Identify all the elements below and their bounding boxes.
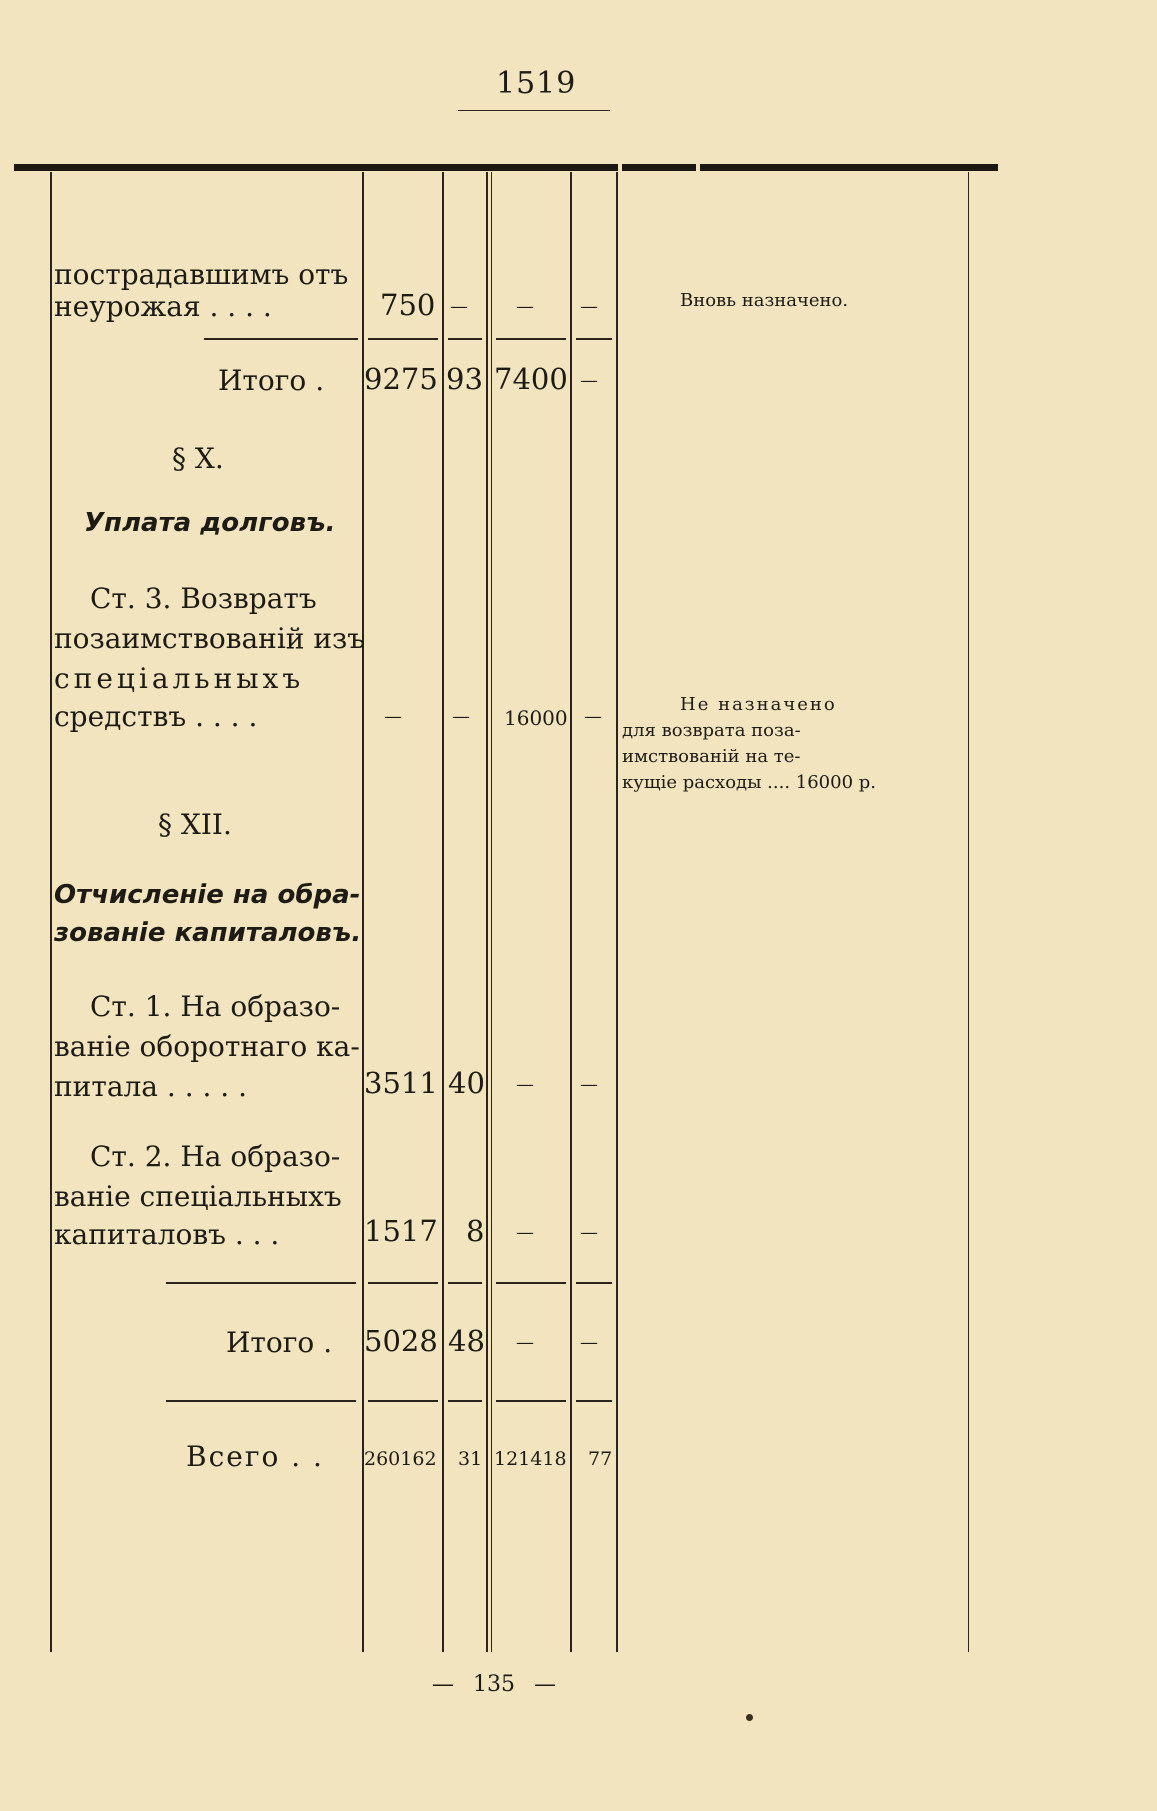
row6-c1: 5028	[364, 1324, 438, 1358]
top-rule-right-b	[700, 164, 998, 171]
row4-c2: 40	[448, 1066, 485, 1100]
row7-c3: 121418	[494, 1448, 567, 1470]
row5-c1: 1517	[364, 1214, 438, 1248]
row4-c1: 3511	[364, 1066, 438, 1100]
rule-itogo-2c	[448, 1282, 482, 1284]
rule-itogo-2e	[576, 1282, 612, 1284]
col-line-3	[486, 172, 488, 1652]
ink-dot	[746, 1714, 753, 1721]
row5-c2: 8	[466, 1214, 485, 1248]
row3-note-line4: кущіе расходы .... 16000 р.	[622, 772, 876, 793]
rule-vsego-e	[576, 1400, 612, 1402]
row7-c1: 260162	[364, 1448, 437, 1470]
top-rule	[14, 164, 618, 171]
row2-c3: 7400	[494, 362, 568, 396]
top-rule-right-a	[622, 164, 696, 171]
row4-line2: ваніе оборотнаго ка-	[54, 1030, 360, 1063]
page-footer: — 135 —	[432, 1672, 556, 1697]
section-x-para: § X.	[172, 442, 224, 475]
row6-c3: —	[516, 1332, 534, 1353]
row3-note-line2: для возврата поза-	[622, 720, 801, 741]
row3-note-line1: Не назначено	[680, 694, 837, 715]
row4-line3: питала . . . . .	[54, 1070, 247, 1103]
row3-line4: средствъ . . . .	[54, 700, 258, 733]
col-line-4	[570, 172, 572, 1652]
rule-itogo-1d	[496, 338, 566, 340]
row4-c4: —	[580, 1074, 598, 1095]
col-line-5	[616, 172, 618, 1652]
row5-c4: —	[580, 1222, 598, 1243]
row7-c4: 77	[588, 1448, 613, 1470]
row1-label-line2: неурожая . . . .	[54, 290, 272, 323]
rule-itogo-2d	[496, 1282, 566, 1284]
rule-vsego-c	[448, 1400, 482, 1402]
row7-c2: 31	[458, 1448, 483, 1470]
row7-label: Всего . .	[186, 1440, 324, 1473]
row3-c3: 16000	[504, 706, 568, 730]
section-xii-title-line1: Отчисленіе на обра-	[54, 880, 361, 910]
rule-vsego-d	[496, 1400, 566, 1402]
row3-line2: позаимствованій изъ	[54, 622, 366, 655]
row2-label: Итого .	[218, 364, 325, 397]
row3-c4: —	[584, 706, 602, 727]
rule-vsego-b	[368, 1400, 438, 1402]
row4-line1: Ст. 1. На образо-	[90, 990, 341, 1023]
row1-note: Вновь назначено.	[680, 290, 849, 311]
row1-c1: 750	[380, 288, 436, 322]
row5-line3: капиталовъ . . .	[54, 1218, 280, 1251]
page-header: 1519	[496, 66, 577, 101]
row1-c4: —	[580, 296, 598, 317]
row5-c3: —	[516, 1222, 534, 1243]
row6-c2: 48	[448, 1324, 485, 1358]
row2-c4: —	[580, 370, 598, 391]
row3-line3: спеціальныхъ	[54, 662, 305, 695]
right-border	[968, 172, 969, 1652]
row1-c2: —	[450, 296, 468, 317]
row1-c3: —	[516, 296, 534, 317]
row6-label: Итого .	[226, 1326, 333, 1359]
row1-label-line1: пострадавшимъ отъ	[54, 258, 349, 291]
rule-itogo-2	[166, 1282, 356, 1284]
row3-c1: —	[384, 706, 402, 727]
bleed-through	[600, 180, 1100, 1680]
col-line-3b	[491, 172, 492, 1652]
header-rule	[458, 110, 610, 111]
section-x-title: Уплата долговъ.	[84, 508, 336, 538]
col-line-2	[442, 172, 444, 1652]
row6-c4: —	[580, 1332, 598, 1353]
rule-itogo-1	[204, 338, 358, 340]
row4-c3: —	[516, 1074, 534, 1095]
section-xii-title-line2: зованіе капиталовъ.	[54, 918, 362, 948]
row5-line2: ваніе спеціальныхъ	[54, 1180, 342, 1213]
row2-c2: 93	[446, 362, 483, 396]
row2-c1: 9275	[364, 362, 438, 396]
section-xii-para: § XII.	[158, 808, 232, 841]
row3-note-line3: имствованій на те-	[622, 746, 801, 767]
rule-itogo-1b	[368, 338, 438, 340]
rule-itogo-1c	[448, 338, 482, 340]
row3-line1: Ст. 3. Возвратъ	[90, 582, 317, 615]
rule-vsego	[166, 1400, 356, 1402]
row5-line1: Ст. 2. На образо-	[90, 1140, 341, 1173]
rule-itogo-2b	[368, 1282, 438, 1284]
left-border	[50, 172, 52, 1652]
rule-itogo-1e	[576, 338, 612, 340]
row3-c2: —	[452, 706, 470, 727]
